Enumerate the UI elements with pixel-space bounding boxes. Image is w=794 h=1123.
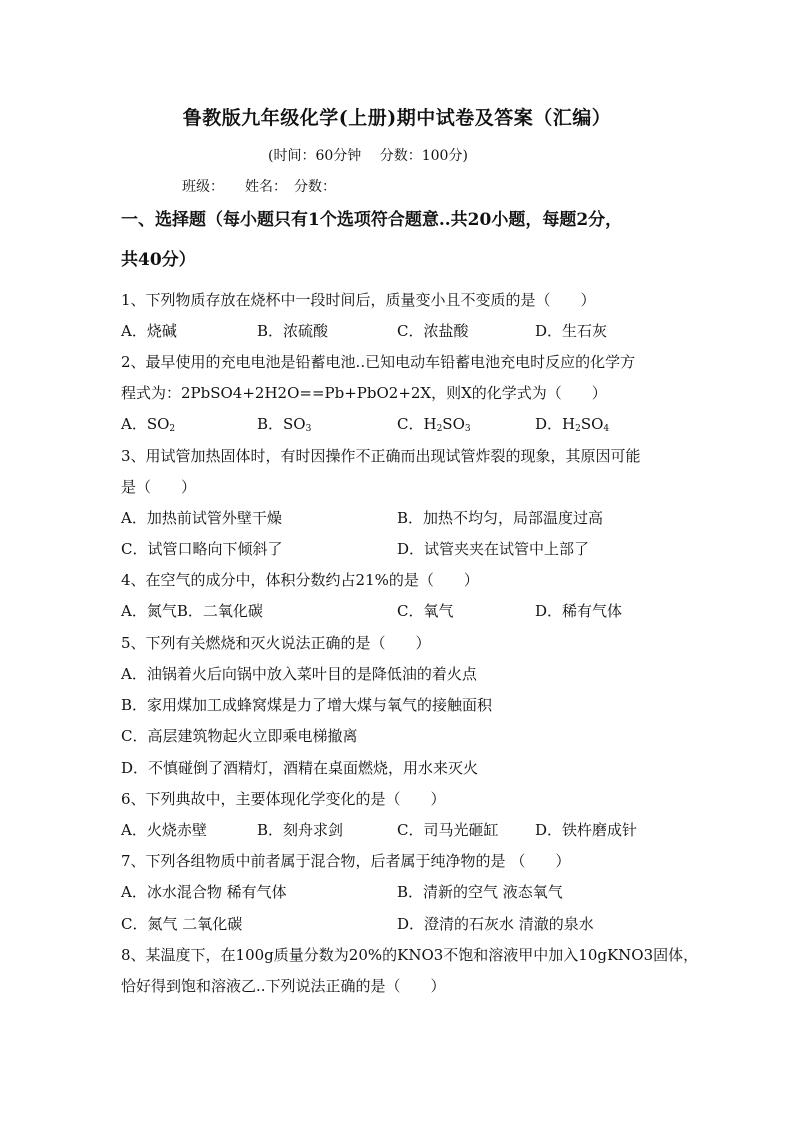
question-8-stem-line2: 恰好得到饱和溶液乙..下列说法正确的是（ ） xyxy=(121,977,446,995)
option-a: A．油锅着火后向锅中放入菜叶目的是降低油的着火点 xyxy=(121,665,477,683)
option-c: C．氮气 二氧化碳 xyxy=(121,915,243,933)
page-title: 鲁教版九年级化学(上册)期中试卷及答案（汇编） xyxy=(182,107,612,129)
option-b: B．清新的空气 液态氧气 xyxy=(397,883,563,901)
option-b: B．刻舟求剑 xyxy=(257,821,344,839)
question-2-stem-line2: 程式为：2PbSO4+2H2O==Pb+PbO2+2X，则X的化学式为（ ） xyxy=(121,384,607,402)
option-c: C．试管口略向下倾斜了 xyxy=(121,540,283,558)
option-b: B．家用煤加工成蜂窝煤是力了增大煤与氧气的接触面积 xyxy=(121,696,493,714)
option-b: B．加热不均匀，局部温度过高 xyxy=(397,509,604,527)
student-info-line: 班级： 姓名： 分数： xyxy=(182,179,336,195)
question-8-stem-line1: 8、某温度下，在100g质量分数为20%的KNO3不饱和溶液甲中加入10gKNO3固体， xyxy=(121,946,699,964)
option-c: C．司马光砸缸 xyxy=(397,821,499,839)
question-7-stem: 7、下列各组物质中前者属于混合物，后者属于纯净物的是 （ ） xyxy=(121,852,571,870)
option-d: D．不慎碰倒了酒精灯，酒精在桌面燃烧，用水来灭火 xyxy=(121,759,479,777)
section-heading-line1: 一、选择题（每小题只有1个选项符合题意..共20小题，每题2分， xyxy=(121,210,623,230)
section-heading xyxy=(121,200,681,280)
option-c: C．高层建筑物起火立即乘电梯撤离 xyxy=(121,727,358,745)
option-d: D．澄清的石灰水 清澈的泉水 xyxy=(397,915,594,933)
option-a: A．火烧赤壁 xyxy=(121,821,207,839)
question-5-stem: 5、下列有关燃烧和灭火说法正确的是（ ） xyxy=(121,634,431,652)
exam-time-score: (时间：60分钟 分数：100分) xyxy=(268,148,468,164)
option-c: C．浓盐酸 xyxy=(397,322,469,340)
option-d: D．$H_2SO_4$ xyxy=(535,415,610,434)
section-heading-line2: 共40分） xyxy=(121,250,196,270)
question-4-stem: 4、在空气的成分中，体积分数约占21%的是（ ） xyxy=(121,571,479,589)
option-d: D．稀有气体 xyxy=(535,602,623,620)
question-6-stem: 6、下列典故中，主要体现化学变化的是（ ） xyxy=(121,790,446,808)
question-2-stem-line1: 2、最早使用的充电电池是铅蓄电池..已知电动车铅蓄电池充电时反应的化学方 xyxy=(121,353,636,371)
question-3-stem-line2: 是（ ） xyxy=(121,478,197,496)
option-c: C．氧气 xyxy=(397,602,454,620)
option-b: B．浓硫酸 xyxy=(257,322,329,340)
option-a-b: A．氮气B．二氧化碳 xyxy=(121,602,263,620)
option-d: D．试管夹夹在试管中上部了 xyxy=(397,540,590,558)
question-3-stem-line1: 3、用试管加热固体时，有时因操作不正确而出现试管炸裂的现象，其原因可能 xyxy=(121,447,641,465)
option-a: A．$SO_2$ xyxy=(121,415,176,434)
question-1-stem: 1、下列物质存放在烧杯中一段时间后，质量变小且不变质的是（ ） xyxy=(121,291,596,309)
option-d: D．铁杵磨成针 xyxy=(535,821,638,839)
option-a: A．冰水混合物 稀有气体 xyxy=(121,883,287,901)
option-b: B．$SO_3$ xyxy=(257,415,312,434)
option-c: C．$H_2SO_3$ xyxy=(397,415,471,434)
option-a: A．烧碱 xyxy=(121,322,177,340)
option-a: A．加热前试管外壁干燥 xyxy=(121,509,282,527)
option-d: D．生石灰 xyxy=(535,322,608,340)
